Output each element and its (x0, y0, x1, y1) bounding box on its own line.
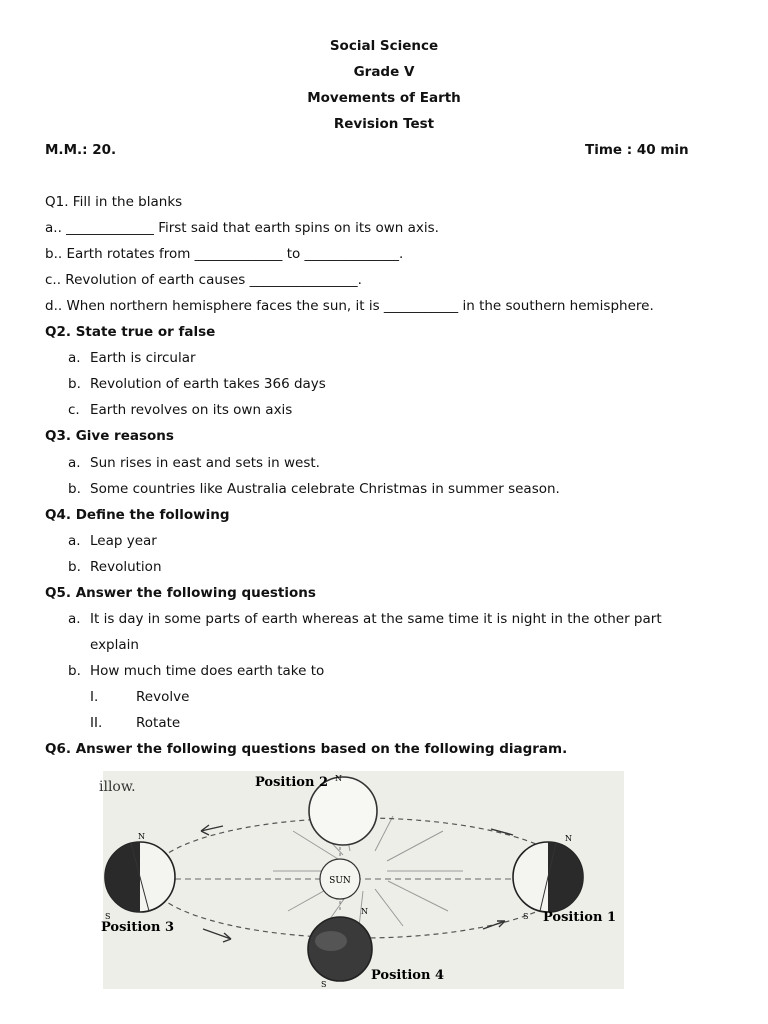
q2-title: Q2. State true or false (45, 324, 216, 340)
north-label-p4: N (361, 907, 368, 916)
q5-item-a-line2: explain (90, 637, 139, 653)
sun-label: SUN (329, 876, 351, 886)
q4-title: Q4. Define the following (45, 507, 230, 523)
q4-marker-a: a. (68, 533, 81, 549)
earth-revolution-diagram (99, 771, 624, 989)
q5-sub-item-1: Revolve (136, 689, 190, 705)
q1-item-b: b.. Earth rotates from _____________ to ______________. (45, 246, 404, 262)
position-4-label: Position 4 (371, 968, 444, 983)
q2-marker-a: a. (68, 350, 81, 366)
south-label-p1: S (523, 912, 529, 921)
q5-sub-marker-1: I. (90, 689, 99, 705)
q6-title: Q6. Answer the following questions based on the following diagram. (45, 741, 568, 757)
q4-marker-b: b. (68, 559, 81, 575)
south-label-p4: S (321, 980, 327, 989)
q5-item-b: How much time does earth take to (90, 663, 325, 679)
q2-marker-b: b. (68, 376, 81, 392)
q4-item-b: Revolution (90, 559, 162, 575)
q5-marker-b: b. (68, 663, 81, 679)
position-3-label: Position 3 (101, 920, 174, 935)
q1-item-a: a.. _____________ First said that earth spins on its own axis. (45, 220, 439, 236)
q3-marker-a: a. (68, 455, 81, 471)
position-2-label: Position 2 (255, 775, 328, 790)
diagram-caption-fragment: illow. (99, 779, 136, 795)
chapter-title: Movements of Earth (307, 90, 461, 106)
max-marks: M.M.: 20. (45, 142, 117, 158)
q5-marker-a: a. (68, 611, 81, 627)
q4-item-a: Leap year (90, 533, 157, 549)
time-allowed: Time : 40 min (585, 142, 689, 158)
north-label-p1: N (565, 834, 572, 843)
q5-sub-marker-2: II. (90, 715, 103, 731)
q2-item-b: Revolution of earth takes 366 days (90, 376, 326, 392)
q2-marker-c: c. (68, 402, 80, 418)
earth-position-4-shade (315, 931, 347, 951)
q3-marker-b: b. (68, 481, 81, 497)
q1-title: Q1. Fill in the blanks (45, 194, 183, 210)
q5-title: Q5. Answer the following questions (45, 585, 316, 601)
north-label-p3: N (138, 832, 145, 841)
q5-sub-item-2: Rotate (136, 715, 181, 731)
north-label-p2: N (335, 774, 342, 783)
q1-item-d: d.. When northern hemisphere faces the sun, it is ___________ in the southern hemisphere. (45, 298, 654, 314)
position-1-label: Position 1 (543, 910, 616, 925)
q5-item-a-line1: It is day in some parts of earth whereas at the same time it is night in the other part (90, 611, 662, 627)
q3-item-a: Sun rises in east and sets in west. (90, 455, 320, 471)
q2-item-a: Earth is circular (90, 350, 196, 366)
south-label-p3: S (105, 912, 111, 921)
grade-title: Grade V (353, 64, 415, 80)
q3-item-b: Some countries like Australia celebrate Christmas in summer season. (90, 481, 560, 497)
subject-title: Social Science (329, 38, 439, 54)
q2-item-c: Earth revolves on its own axis (90, 402, 293, 418)
q1-item-c: c.. Revolution of earth causes ________________. (45, 272, 362, 288)
q3-title: Q3. Give reasons (45, 428, 174, 444)
test-title: Revision Test (333, 116, 435, 132)
